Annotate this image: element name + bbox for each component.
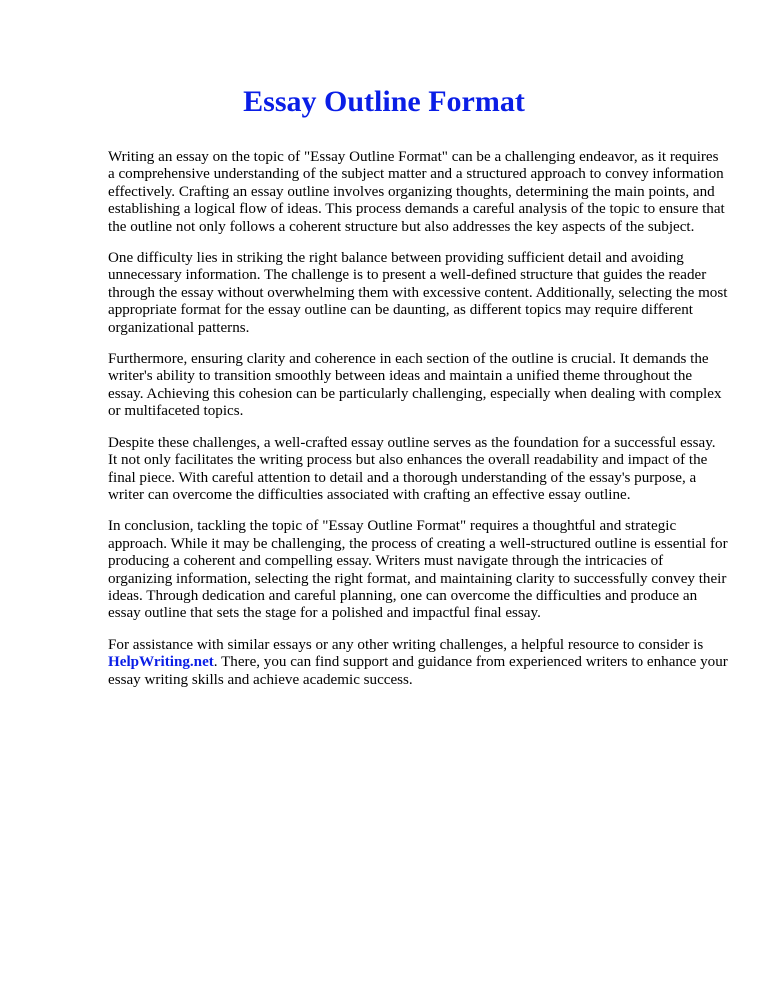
document-body	[108, 149, 728, 703]
helpwriting-link[interactable]: HelpWriting.net	[108, 654, 214, 671]
paragraph-intro: Writing an essay on the topic of "Essay Outline Format" can be a challenging endeavor, as it requires a comprehensive understanding of the subject matter and a structured approach to convey information effectively. Crafting an essay outline involves organizing thoughts, determining the main points, and establishing a logical flow of ideas. This process demands a careful analysis of the topic to ensure that the outline not only follows a coherent structure but also addresses the key aspects of the subject.	[108, 149, 725, 235]
paragraph-closing	[108, 637, 728, 689]
closing-text-after: . There, you can find support and guidance from experienced writers to enhance your essay writing skills and achieve academic success.	[108, 654, 728, 688]
paragraph-clarity: Furthermore, ensuring clarity and coherence in each section of the outline is crucial. It demands the writer's ability to transition smoothly between ideas and maintain a unified theme throughout the essay. Achieving this cohesion can be particularly challenging, especially when dealing with complex or multifaceted topics.	[108, 351, 722, 420]
paragraph-difficulty: One difficulty lies in striking the right balance between providing sufficient detail and avoiding unnecessary information. The challenge is to present a well-defined structure that guides the reader through the essay without overwhelming them with excessive content. Additionally, selecting the most appropriate format for the essay outline can be daunting, as different topics may require different organizational patterns.	[108, 250, 728, 336]
paragraph-foundation: Despite these challenges, a well-crafted essay outline serves as the foundation for a successful essay. It not only facilitates the writing process but also enhances the overall readability and impact of the final piece. With careful attention to detail and a thorough understanding of the essay's purpose, a writer can overcome the difficulties associated with crafting an effective essay outline.	[108, 434, 716, 503]
closing-text-before: For assistance with similar essays or any other writing challenges, a helpful resource to consider is	[108, 636, 704, 653]
paragraph-conclusion: In conclusion, tackling the topic of "Essay Outline Format" requires a thoughtful and strategic approach. While it may be challenging, the process of creating a well-structured outline is essential for producing a coherent and compelling essay. Writers must navigate through the intricacies of organizing information, selecting the right format, and maintaining clarity to successfully convey their ideas. Through dedication and careful planning, one can overcome the difficulties and produce an essay outline that sets the stage for a polished and impactful final essay.	[108, 518, 728, 622]
page-title: Essay Outline Format	[243, 85, 525, 118]
